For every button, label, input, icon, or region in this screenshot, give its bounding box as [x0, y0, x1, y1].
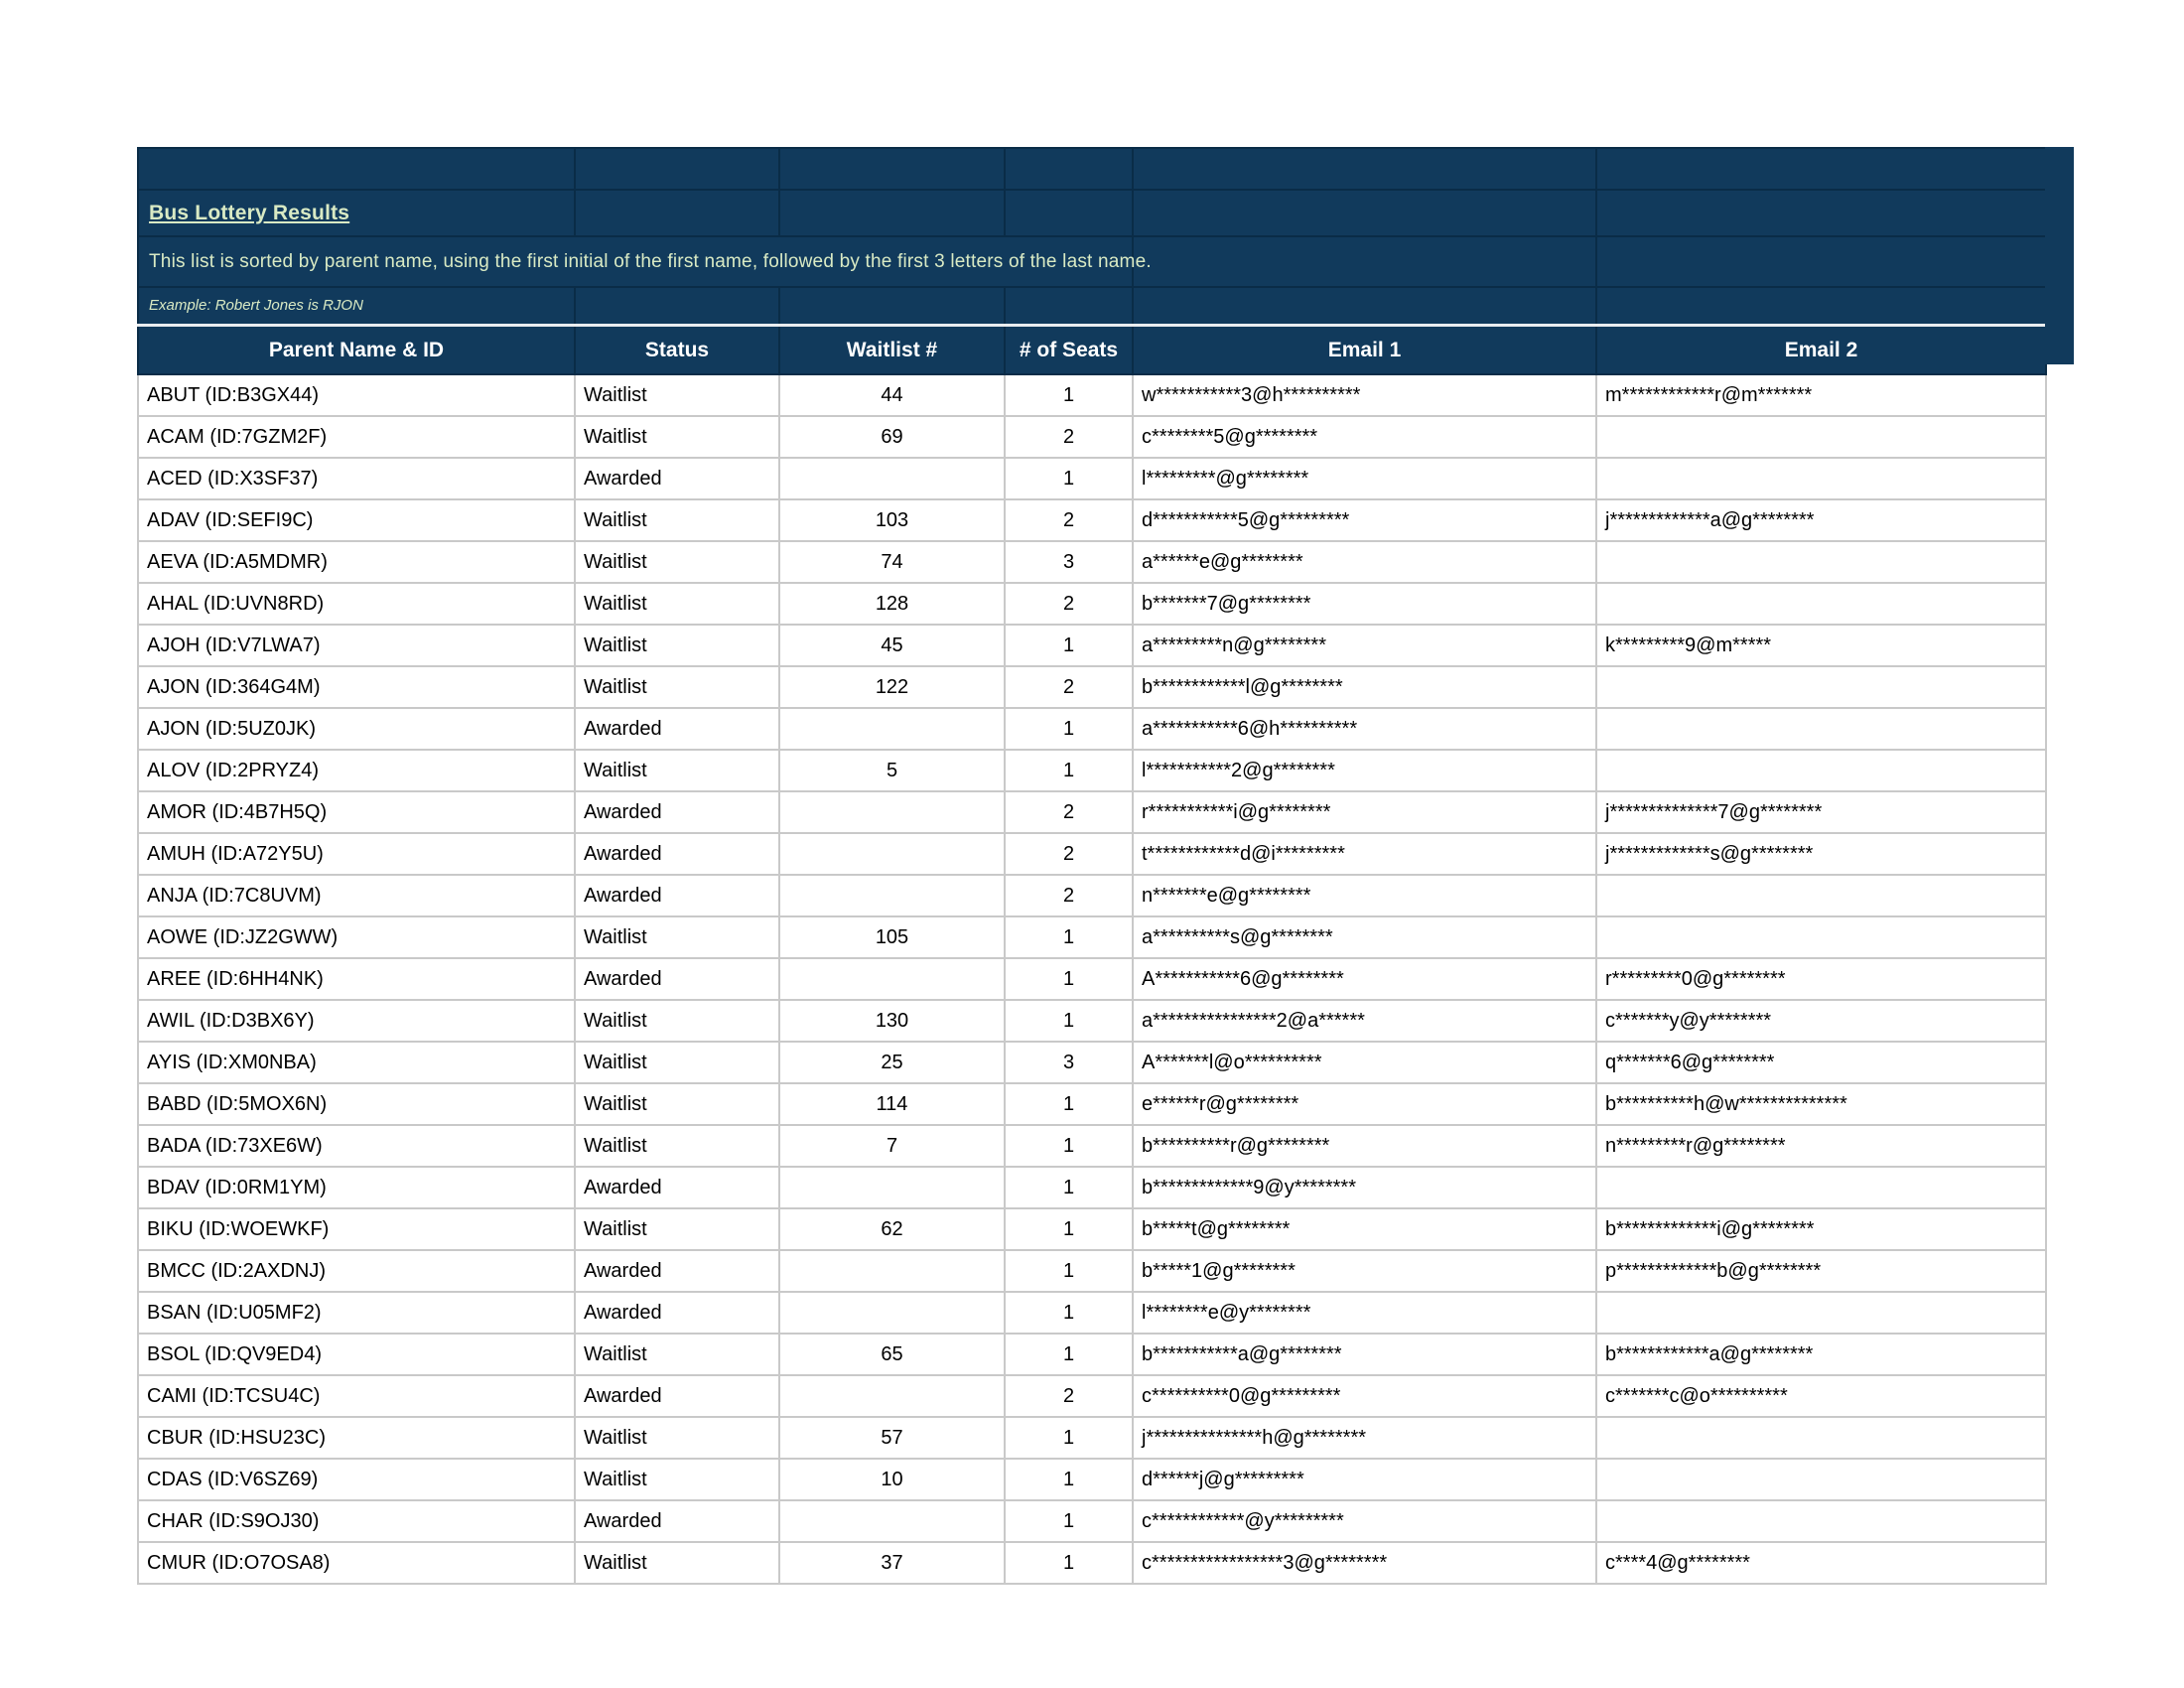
cell-email1: b*******7@g********: [1133, 583, 1596, 625]
subtitle-cell: [138, 236, 1152, 287]
cell-name: AYIS (ID:XM0NBA): [138, 1042, 575, 1083]
blank-cell: [779, 287, 1005, 326]
cell-email1: c*****************3@g********: [1133, 1542, 1596, 1584]
cell-seats: 2: [1005, 833, 1133, 875]
cell-email1: n*******e@g********: [1133, 875, 1596, 916]
cell-waitlist: 44: [779, 374, 1005, 416]
cell-seats: 1: [1005, 1000, 1133, 1042]
cell-name: ACAM (ID:7GZM2F): [138, 416, 575, 458]
cell-waitlist: 122: [779, 666, 1005, 708]
cell-status: Waitlist: [575, 1542, 779, 1584]
cell-email2: j**************7@g********: [1596, 791, 2046, 833]
cell-seats: 3: [1005, 541, 1133, 583]
cell-seats: 1: [1005, 1083, 1133, 1125]
banner-example-row: [138, 287, 2046, 326]
cell-email2: [1596, 875, 2046, 916]
table-row: [138, 374, 2046, 416]
cell-seats: 2: [1005, 791, 1133, 833]
cell-email2: [1596, 458, 2046, 499]
col-header-email1: Email 1: [1133, 326, 1596, 375]
cell-name: CAMI (ID:TCSU4C): [138, 1375, 575, 1417]
cell-name: BSAN (ID:U05MF2): [138, 1292, 575, 1334]
cell-seats: 1: [1005, 1250, 1133, 1292]
col-header-status: Status: [575, 326, 779, 375]
cell-seats: 1: [1005, 1208, 1133, 1250]
cell-seats: 1: [1005, 1125, 1133, 1167]
cell-status: Waitlist: [575, 1042, 779, 1083]
cell-waitlist: [779, 708, 1005, 750]
cell-email2: b************a@g********: [1596, 1334, 2046, 1375]
cell-seats: 1: [1005, 1292, 1133, 1334]
cell-status: Waitlist: [575, 916, 779, 958]
cell-status: Awarded: [575, 708, 779, 750]
blank-cell: [138, 148, 575, 190]
cell-email1: c**********0@g*********: [1133, 1375, 1596, 1417]
cell-seats: 3: [1005, 1042, 1133, 1083]
blank-cell: [1596, 190, 2046, 236]
cell-email1: l***********2@g********: [1133, 750, 1596, 791]
cell-email2: k*********9@m*****: [1596, 625, 2046, 666]
table-row: [138, 583, 2046, 625]
cell-name: AHAL (ID:UVN8RD): [138, 583, 575, 625]
table-row: [138, 833, 2046, 875]
table-row: [138, 958, 2046, 1000]
cell-seats: 2: [1005, 583, 1133, 625]
column-header-row: [138, 326, 2046, 375]
cell-email2: [1596, 1500, 2046, 1542]
table-row: [138, 1292, 2046, 1334]
table-row: [138, 1542, 2046, 1584]
cell-seats: 1: [1005, 958, 1133, 1000]
cell-waitlist: [779, 958, 1005, 1000]
cell-name: AMOR (ID:4B7H5Q): [138, 791, 575, 833]
cell-status: Waitlist: [575, 374, 779, 416]
cell-email2: [1596, 1292, 2046, 1334]
cell-email1: d***********5@g*********: [1133, 499, 1596, 541]
cell-waitlist: 65: [779, 1334, 1005, 1375]
cell-email1: A***********6@g********: [1133, 958, 1596, 1000]
blank-cell: [1005, 148, 1133, 190]
table-body: [138, 374, 2046, 1584]
cell-email2: [1596, 708, 2046, 750]
cell-email1: b***********a@g********: [1133, 1334, 1596, 1375]
col-header-email2: Email 2: [1596, 326, 2046, 375]
cell-status: Waitlist: [575, 1417, 779, 1459]
cell-email1: b*****1@g********: [1133, 1250, 1596, 1292]
cell-waitlist: 103: [779, 499, 1005, 541]
cell-name: CMUR (ID:O7OSA8): [138, 1542, 575, 1584]
cell-email1: a******e@g********: [1133, 541, 1596, 583]
cell-status: Awarded: [575, 833, 779, 875]
blank-cell: [1133, 190, 1596, 236]
cell-waitlist: 5: [779, 750, 1005, 791]
cell-status: Waitlist: [575, 1459, 779, 1500]
cell-name: BABD (ID:5MOX6N): [138, 1083, 575, 1125]
cell-email1: a**********s@g********: [1133, 916, 1596, 958]
cell-name: AOWE (ID:JZ2GWW): [138, 916, 575, 958]
table-row: [138, 1334, 2046, 1375]
cell-name: AJON (ID:5UZ0JK): [138, 708, 575, 750]
cell-status: Awarded: [575, 1375, 779, 1417]
table-row: [138, 458, 2046, 499]
table-row: [138, 666, 2046, 708]
cell-status: Waitlist: [575, 1125, 779, 1167]
cell-email1: c************@y*********: [1133, 1500, 1596, 1542]
example-cell: [138, 287, 575, 326]
blank-cell: [1005, 190, 1133, 236]
cell-status: Awarded: [575, 958, 779, 1000]
cell-waitlist: 45: [779, 625, 1005, 666]
table-row: [138, 916, 2046, 958]
cell-status: Waitlist: [575, 583, 779, 625]
cell-waitlist: 105: [779, 916, 1005, 958]
cell-waitlist: [779, 875, 1005, 916]
cell-waitlist: 25: [779, 1042, 1005, 1083]
cell-email2: [1596, 750, 2046, 791]
cell-seats: 1: [1005, 916, 1133, 958]
cell-name: ADAV (ID:SEFI9C): [138, 499, 575, 541]
cell-seats: 1: [1005, 1542, 1133, 1584]
cell-email1: a*********n@g********: [1133, 625, 1596, 666]
cell-name: ALOV (ID:2PRYZ4): [138, 750, 575, 791]
cell-waitlist: [779, 791, 1005, 833]
cell-email2: c****4@g********: [1596, 1542, 2046, 1584]
cell-waitlist: [779, 458, 1005, 499]
blank-cell: [575, 287, 779, 326]
table-row: [138, 1500, 2046, 1542]
cell-email2: r*********0@g********: [1596, 958, 2046, 1000]
table-row: [138, 791, 2046, 833]
cell-name: AREE (ID:6HH4NK): [138, 958, 575, 1000]
cell-waitlist: [779, 833, 1005, 875]
blank-cell: [1005, 287, 1133, 326]
spreadsheet: [137, 147, 2047, 1585]
cell-email2: [1596, 1459, 2046, 1500]
page-title-link[interactable]: Bus Lottery Results: [149, 201, 350, 224]
cell-status: Waitlist: [575, 541, 779, 583]
cell-status: Awarded: [575, 1500, 779, 1542]
cell-waitlist: 130: [779, 1000, 1005, 1042]
table-row: [138, 1250, 2046, 1292]
table-row: [138, 750, 2046, 791]
cell-waitlist: 57: [779, 1417, 1005, 1459]
blank-cell: [1596, 148, 2046, 190]
cell-email2: [1596, 1167, 2046, 1208]
cell-email1: t************d@i*********: [1133, 833, 1596, 875]
cell-waitlist: 37: [779, 1542, 1005, 1584]
cell-name: AJON (ID:364G4M): [138, 666, 575, 708]
table-row: [138, 875, 2046, 916]
cell-email1: w***********3@h**********: [1133, 374, 1596, 416]
cell-status: Awarded: [575, 458, 779, 499]
table-row: [138, 1417, 2046, 1459]
cell-seats: 2: [1005, 1375, 1133, 1417]
col-header-seats: # of Seats: [1005, 326, 1133, 375]
cell-status: Waitlist: [575, 666, 779, 708]
cell-name: BIKU (ID:WOEWKF): [138, 1208, 575, 1250]
table-row: [138, 1125, 2046, 1167]
cell-email2: b**********h@w**************: [1596, 1083, 2046, 1125]
cell-name: AWIL (ID:D3BX6Y): [138, 1000, 575, 1042]
cell-email2: [1596, 916, 2046, 958]
blank-cell: [779, 190, 1005, 236]
cell-email2: j*************a@g********: [1596, 499, 2046, 541]
title-cell: [138, 190, 575, 236]
cell-status: Waitlist: [575, 750, 779, 791]
cell-email1: j***************h@g********: [1133, 1417, 1596, 1459]
cell-seats: 2: [1005, 416, 1133, 458]
cell-status: Awarded: [575, 1167, 779, 1208]
table-row: [138, 625, 2046, 666]
cell-waitlist: [779, 1250, 1005, 1292]
cell-email2: q*******6@g********: [1596, 1042, 2046, 1083]
cell-status: Waitlist: [575, 416, 779, 458]
cell-status: Awarded: [575, 1292, 779, 1334]
cell-name: BSOL (ID:QV9ED4): [138, 1334, 575, 1375]
cell-email2: n*********r@g********: [1596, 1125, 2046, 1167]
subtitle-text: This list is sorted by parent name, using the first initial of the first name, followed by the first 3 letters of the last name.: [149, 250, 1152, 272]
table-row: [138, 1042, 2046, 1083]
cell-email2: [1596, 1417, 2046, 1459]
col-header-waitlist: Waitlist #: [779, 326, 1005, 375]
cell-status: Awarded: [575, 1250, 779, 1292]
cell-waitlist: [779, 1500, 1005, 1542]
cell-email2: [1596, 416, 2046, 458]
cell-status: Awarded: [575, 875, 779, 916]
cell-email1: l*********@g********: [1133, 458, 1596, 499]
bus-lottery-table: [137, 147, 2047, 1585]
cell-waitlist: 62: [779, 1208, 1005, 1250]
cell-email1: a****************2@a******: [1133, 1000, 1596, 1042]
cell-waitlist: 69: [779, 416, 1005, 458]
blank-cell: [1133, 236, 1596, 287]
table-row: [138, 1167, 2046, 1208]
blank-cell: [1596, 287, 2046, 326]
cell-email2: c*******y@y********: [1596, 1000, 2046, 1042]
cell-name: CHAR (ID:S9OJ30): [138, 1500, 575, 1542]
table-row: [138, 499, 2046, 541]
cell-waitlist: 114: [779, 1083, 1005, 1125]
cell-seats: 1: [1005, 1334, 1133, 1375]
table-row: [138, 541, 2046, 583]
blank-cell: [575, 148, 779, 190]
cell-email1: b*************9@y********: [1133, 1167, 1596, 1208]
cell-email2: [1596, 583, 2046, 625]
cell-status: Waitlist: [575, 1000, 779, 1042]
cell-status: Waitlist: [575, 499, 779, 541]
cell-email2: c*******c@o**********: [1596, 1375, 2046, 1417]
blank-cell: [1596, 236, 2046, 287]
cell-email1: c********5@g********: [1133, 416, 1596, 458]
cell-seats: 1: [1005, 458, 1133, 499]
banner-title-row: [138, 190, 2046, 236]
table-row: [138, 1083, 2046, 1125]
cell-name: AEVA (ID:A5MDMR): [138, 541, 575, 583]
blank-cell: [1133, 287, 1596, 326]
cell-status: Waitlist: [575, 625, 779, 666]
table-row: [138, 708, 2046, 750]
cell-seats: 1: [1005, 708, 1133, 750]
cell-email1: d******j@g*********: [1133, 1459, 1596, 1500]
cell-name: BADA (ID:73XE6W): [138, 1125, 575, 1167]
cell-status: Waitlist: [575, 1208, 779, 1250]
blank-cell: [779, 148, 1005, 190]
table-row: [138, 1000, 2046, 1042]
col-header-parent-name-id: Parent Name & ID: [138, 326, 575, 375]
cell-name: CBUR (ID:HSU23C): [138, 1417, 575, 1459]
example-note: Example: Robert Jones is RJON: [149, 297, 363, 314]
cell-email1: r***********i@g********: [1133, 791, 1596, 833]
cell-name: BDAV (ID:0RM1YM): [138, 1167, 575, 1208]
cell-email2: b*************i@g********: [1596, 1208, 2046, 1250]
cell-waitlist: 10: [779, 1459, 1005, 1500]
cell-status: Waitlist: [575, 1334, 779, 1375]
cell-email2: m************r@m*******: [1596, 374, 2046, 416]
cell-waitlist: [779, 1375, 1005, 1417]
table-row: [138, 1208, 2046, 1250]
cell-email1: b**********r@g********: [1133, 1125, 1596, 1167]
cell-email1: e******r@g********: [1133, 1083, 1596, 1125]
cell-waitlist: 128: [779, 583, 1005, 625]
cell-email2: p*************b@g********: [1596, 1250, 2046, 1292]
header-right-strip: [2045, 147, 2074, 364]
table-row: [138, 416, 2046, 458]
cell-name: ABUT (ID:B3GX44): [138, 374, 575, 416]
cell-seats: 1: [1005, 374, 1133, 416]
blank-cell: [1133, 148, 1596, 190]
cell-seats: 2: [1005, 666, 1133, 708]
cell-waitlist: [779, 1167, 1005, 1208]
blank-cell: [575, 190, 779, 236]
cell-seats: 1: [1005, 1500, 1133, 1542]
cell-email1: A*******l@o**********: [1133, 1042, 1596, 1083]
cell-seats: 1: [1005, 1417, 1133, 1459]
cell-status: Waitlist: [575, 1083, 779, 1125]
cell-waitlist: 7: [779, 1125, 1005, 1167]
table-row: [138, 1375, 2046, 1417]
cell-seats: 1: [1005, 750, 1133, 791]
cell-seats: 2: [1005, 875, 1133, 916]
cell-name: BMCC (ID:2AXDNJ): [138, 1250, 575, 1292]
cell-name: AMUH (ID:A72Y5U): [138, 833, 575, 875]
cell-waitlist: [779, 1292, 1005, 1334]
cell-email1: b************l@g********: [1133, 666, 1596, 708]
cell-email1: a***********6@h**********: [1133, 708, 1596, 750]
cell-seats: 1: [1005, 1167, 1133, 1208]
cell-email2: j*************s@g********: [1596, 833, 2046, 875]
cell-email2: [1596, 666, 2046, 708]
cell-name: AJOH (ID:V7LWA7): [138, 625, 575, 666]
cell-name: ANJA (ID:7C8UVM): [138, 875, 575, 916]
cell-seats: 1: [1005, 625, 1133, 666]
cell-seats: 2: [1005, 499, 1133, 541]
table-row: [138, 1459, 2046, 1500]
cell-seats: 1: [1005, 1459, 1133, 1500]
cell-email1: b*****t@g********: [1133, 1208, 1596, 1250]
cell-waitlist: 74: [779, 541, 1005, 583]
cell-email1: l********e@y********: [1133, 1292, 1596, 1334]
banner-subtitle-row: [138, 236, 2046, 287]
cell-status: Awarded: [575, 791, 779, 833]
cell-email2: [1596, 541, 2046, 583]
cell-name: ACED (ID:X3SF37): [138, 458, 575, 499]
banner-blank-row: [138, 148, 2046, 190]
cell-name: CDAS (ID:V6SZ69): [138, 1459, 575, 1500]
